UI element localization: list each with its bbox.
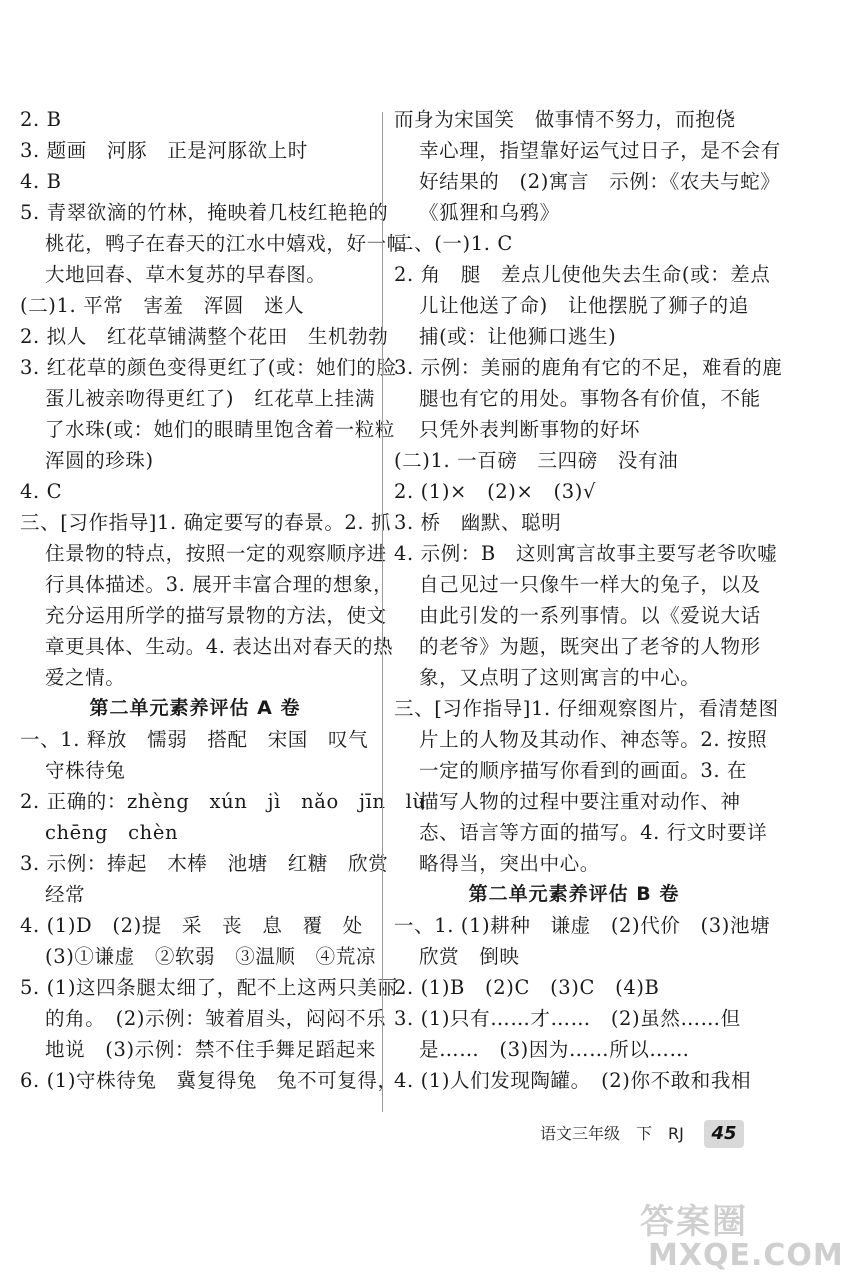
right-answer-line: 一定的顺序描写你看到的画面。3. 在 bbox=[419, 759, 748, 782]
right-answer-line: 4. (1)人们发现陶罐。 (2)你不敢和我相 bbox=[394, 1069, 752, 1092]
left-answer-line: 2. 正确的：zhèng xún jì nǎo jīn lù bbox=[20, 790, 426, 813]
left-column bbox=[20, 104, 426, 1096]
right-answer-line: 腿也有它的用处。事物各有价值，不能 bbox=[419, 387, 761, 410]
right-answer-line: 略得当，突出中心。 bbox=[419, 852, 600, 875]
right-answer-line: 是…… (3)因为……所以…… bbox=[419, 1038, 690, 1061]
right-answer-line: 由此引发的一系列事情。以《爱说大话 bbox=[419, 604, 761, 627]
right-answer-line: 象，又点明了这则寓言的中心。 bbox=[419, 666, 701, 689]
right-answer-line: 三、[习作指导]1. 仔细观察图片，看清楚图 bbox=[394, 697, 779, 720]
left-answer-line: 4. (1)D (2)提 采 丧 息 覆 处 bbox=[20, 914, 363, 937]
page-footer bbox=[540, 1120, 760, 1148]
right-answer-line: 只凭外表判断事物的好坏 bbox=[419, 418, 641, 441]
left-answer-line: 蛋儿被亲吻得更红了) 红花草上挂满 bbox=[45, 387, 375, 410]
left-answer-line: chēng chèn bbox=[45, 821, 179, 844]
right-answer-line: 自己见过一只像牛一样大的兔子，以及 bbox=[419, 573, 761, 596]
left-answer-line: 地说 (3)示例：禁不住手舞足蹈起来 bbox=[45, 1038, 376, 1061]
left-answer-line: 4. C bbox=[20, 480, 63, 503]
left-answer-line: 5. (1)这四条腿太细了，配不上这两只美丽 bbox=[20, 976, 398, 999]
left-answer-line: 2. 拟人 红花草铺满整个花田 生机勃勃 bbox=[20, 325, 389, 348]
right-answer-line: 捕(或：让他狮口逃生) bbox=[419, 325, 617, 348]
right-column bbox=[394, 104, 783, 1096]
right-answer-line: 而身为宋国笑 做事情不努力，而抱侥 bbox=[394, 108, 736, 131]
right-answer-line: 2. (1)× (2)× (3)√ bbox=[394, 480, 596, 503]
right-answer-line: 3. (1)只有……才…… (2)虽然……但 bbox=[394, 1007, 741, 1030]
left-answer-line: 爱之情。 bbox=[45, 666, 126, 689]
right-answer-line: 一、1. (1)耕种 谦虚 (2)代价 (3)池塘 bbox=[394, 914, 771, 937]
left-answer-line: 2. B bbox=[20, 108, 62, 131]
right-answer-line: 态、语言等方面的描写。4. 行文时要详 bbox=[419, 821, 768, 844]
left-answer-line: 经常 bbox=[45, 883, 86, 906]
left-answer-line: 3. 题画 河豚 正是河豚欲上时 bbox=[20, 139, 308, 162]
left-answer-line: 住景物的特点，按照一定的观察顺序进 bbox=[45, 542, 387, 565]
left-answer-line: 桃花，鸭子在春天的江水中嬉戏，好一幅 bbox=[45, 232, 407, 255]
left-answer-line: 3. 示例：捧起 木棒 池塘 红糖 欣赏 bbox=[20, 852, 389, 875]
left-answer-line: 一、1. 释放 懦弱 搭配 宋国 叹气 bbox=[20, 728, 369, 751]
site-watermark bbox=[634, 1194, 844, 1278]
left-answer-line: 章更具体、生动。4. 表达出对春天的热 bbox=[45, 635, 394, 658]
right-answer-line: 欣赏 倒映 bbox=[419, 945, 520, 968]
left-answer-line: 三、[习作指导]1. 确定要写的春景。2. 抓 bbox=[20, 511, 392, 534]
column-divider bbox=[382, 112, 383, 1112]
right-answer-line: 《狐狸和乌鸦》 bbox=[419, 201, 560, 224]
right-answer-line: 好结果的 (2)寓言 示例：《农夫与蛇》 bbox=[419, 170, 781, 193]
left-answer-line: 浑圆的珍珠) bbox=[45, 449, 154, 472]
right-answer-line: 3. 示例：美丽的鹿角有它的不足，难看的鹿 bbox=[394, 356, 783, 379]
right-answer-line: 幸心理，指望靠好运气过日子，是不会有 bbox=[419, 139, 781, 162]
left-answer-line: 守株待兔 bbox=[45, 759, 126, 782]
page-number: 45 bbox=[704, 1120, 744, 1148]
section-heading: 第二单元素养评估 B 卷 bbox=[468, 883, 680, 905]
book-label: 语文三年级 下 RJ bbox=[540, 1124, 684, 1143]
left-answer-line: 5. 青翠欲滴的竹林，掩映着几枝红艳艳的 bbox=[20, 201, 389, 224]
left-answer-line: 6. (1)守株待兔 冀复得兔 兔不可复得， bbox=[20, 1069, 398, 1092]
right-answer-line: 儿让他送了命) 让他摆脱了狮子的追 bbox=[419, 294, 749, 317]
right-answer-line: 3. 桥 幽默、聪明 bbox=[394, 511, 562, 534]
right-answer-line: 的老爷》为题，既突出了老爷的人物形 bbox=[419, 635, 761, 658]
right-answer-line: 片上的人物及其动作、神态等。2. 按照 bbox=[419, 728, 768, 751]
right-answer-line: (二)1. 一百磅 三四磅 没有油 bbox=[394, 449, 679, 472]
left-answer-line: (3)①谦虚 ②软弱 ③温顺 ④荒凉 bbox=[45, 945, 376, 968]
right-answer-line: 2. 角 腿 差点儿使他失去生命(或：差点 bbox=[394, 263, 771, 286]
right-answer-line: 二、(一)1. C bbox=[394, 232, 513, 255]
left-answer-line: 大地回春、草木复苏的早春图。 bbox=[45, 263, 327, 286]
right-answer-line: 2. (1)B (2)C (3)C (4)B bbox=[394, 976, 660, 999]
left-answer-line: 3. 红花草的颜色变得更红了(或：她们的脸 bbox=[20, 356, 397, 379]
left-answer-line: 4. B bbox=[20, 170, 62, 193]
watermark-url: MXQE.COM bbox=[648, 1238, 844, 1273]
right-answer-line: 描写人物的过程中要注重对动作、神 bbox=[419, 790, 741, 813]
section-heading: 第二单元素养评估 A 卷 bbox=[89, 697, 301, 719]
left-answer-line: (二)1. 平常 害羞 浑圆 迷人 bbox=[20, 294, 305, 317]
left-answer-line: 充分运用所学的描写景物的方法，使文 bbox=[45, 604, 387, 627]
left-answer-line: 的角。 (2)示例：皱着眉头，闷闷不乐 bbox=[45, 1007, 387, 1030]
left-answer-line: 行具体描述。3. 展开丰富合理的想象， bbox=[45, 573, 394, 596]
right-answer-line: 4. 示例：B 这则寓言故事主要写老爷吹嘘 bbox=[394, 542, 778, 565]
left-answer-line: 了水珠(或：她们的眼睛里饱含着一粒粒 bbox=[45, 418, 395, 441]
watermark-logo-text: 答案圈 bbox=[640, 1202, 748, 1242]
